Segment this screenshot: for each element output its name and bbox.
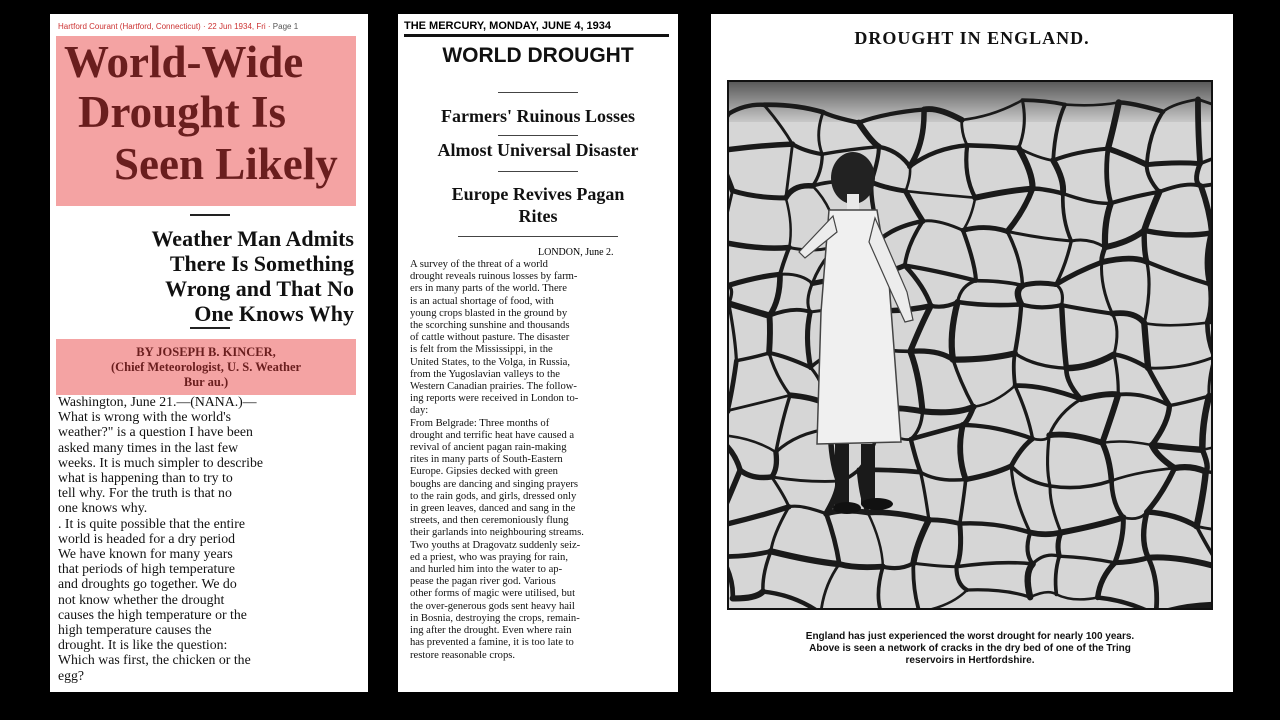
article-title: WORLD DROUGHT	[442, 44, 634, 67]
body-line: revival of ancient pagan rain-making	[410, 442, 567, 454]
body-line: ed a priest, who was praying for rain,	[410, 551, 568, 563]
body-line: Two youths at Dragovatz suddenly seiz-	[410, 539, 581, 551]
body-line: in green leaves, danced and sang in the	[410, 503, 576, 515]
subhead: Almost Universal Disaster	[437, 140, 639, 160]
crack-line	[1014, 353, 1015, 385]
body-line: pease the pagan river god. Various	[410, 576, 556, 588]
masthead	[404, 20, 669, 37]
subhead-line: There Is Something	[169, 251, 354, 276]
body-line: Western Canadian prairies. The follow-	[410, 381, 577, 393]
body-line: A survey of the threat of a world	[410, 259, 548, 270]
subhead-line: Weather Man Admits	[151, 226, 354, 251]
hartford-courant-clipping	[50, 14, 368, 692]
body-line: ers in many parts of the world. There	[410, 283, 567, 295]
subhead: Europe Revives Pagan	[451, 184, 625, 204]
body-line: United States, to the Volga, in Russia,	[410, 356, 570, 368]
headline-line-2: Drought Is	[78, 87, 286, 137]
cracked-reservoir-photo	[727, 80, 1213, 610]
body-line: weather?" is a question I have been	[58, 424, 253, 440]
body-line: to the rain gods, and girls, dressed only	[410, 490, 577, 502]
divider	[190, 327, 230, 329]
photo-title: DROUGHT IN ENGLAND.	[854, 28, 1090, 48]
subheadline	[64, 226, 354, 326]
body-line: and hurled him into the water to ap-	[410, 564, 563, 576]
headline-line-3: Seen Likely	[114, 139, 338, 189]
divider	[190, 214, 230, 216]
body-line: the over-generous gods sent heavy hail	[410, 600, 575, 612]
crack-line	[967, 145, 1018, 148]
body-line: drought reveals ruinous losses by farm-	[410, 271, 578, 283]
body-line: rites in many parts of South-Eastern	[410, 454, 563, 466]
caption-line: Above is seen a network of cracks in the dry bed of one of the Tring	[809, 643, 1131, 654]
body-line: ing reports were received in London to-	[410, 393, 579, 405]
divider	[498, 171, 578, 172]
subhead-line: One Knows Why	[194, 301, 354, 326]
body-line: day:	[410, 405, 429, 417]
headline-highlight	[56, 36, 356, 206]
body-line: has prevented a famine, it is too late to	[410, 637, 574, 649]
body-line: . It is quite possible that the entire	[58, 515, 245, 531]
source-date: 22 Jun 1934, Fri	[207, 22, 266, 31]
byline-name: BY JOSEPH B. KINCER,	[136, 345, 276, 359]
body-line: weeks. It is much simpler to describe	[58, 454, 263, 470]
byline-title: (Chief Meteorologist, U. S. Weather	[110, 360, 302, 374]
body-line: drought. It is like the question:	[58, 637, 228, 653]
divider	[498, 135, 578, 136]
body-line: their garlands into neighbouring streams.	[410, 527, 584, 539]
crack-line	[1144, 323, 1148, 368]
mercury-clipping	[398, 14, 678, 692]
body-line: restore reasonable crops.	[410, 649, 516, 661]
body-line: high temperature causes the	[58, 622, 212, 638]
crack-line	[1030, 533, 1061, 535]
article-body	[410, 259, 665, 662]
body-line: egg?	[58, 667, 85, 683]
crack-line	[1023, 283, 1056, 285]
body-line: that periods of high temperature	[58, 561, 236, 577]
body-line: causes the high temperature or the	[58, 606, 247, 622]
body-line: Europe. Gipsies decked with green	[410, 466, 558, 478]
divider	[458, 236, 618, 237]
divider	[498, 92, 578, 93]
subhead-line: Wrong and That No	[165, 276, 354, 301]
body-line: one knows why.	[58, 500, 148, 516]
body-line: not know whether the drought	[58, 591, 225, 607]
byline-title: Bur au.)	[183, 375, 229, 389]
body-line: Which was first, the chicken or the	[58, 652, 251, 668]
body-line: what is happening than to try to	[58, 470, 233, 486]
body-line: other forms of magic were utilised, but	[410, 588, 576, 600]
source-page: Page 1	[272, 22, 299, 31]
cracked-earth-illustration	[729, 82, 1211, 608]
source-line: Hartford Courant (Hartford, Connecticut) · 22 Jun 1934, Fri · Page 1	[58, 22, 299, 31]
body-line: young crops blasted in the ground by	[410, 307, 568, 319]
crack-line	[839, 564, 883, 567]
body-line: world is headed for a dry period	[58, 530, 236, 546]
crack-line	[1208, 233, 1211, 285]
body-line: drought and terrific heat have caused a	[410, 429, 575, 441]
subhead: Farmers' Ruinous Losses	[440, 106, 635, 126]
body-line: ing after the drought. Even where rain	[410, 625, 572, 637]
caption-line: reservoirs in Hertfordshire.	[905, 655, 1035, 666]
article-body	[58, 394, 358, 683]
body-line: What is wrong with the world's	[58, 409, 232, 425]
body-line: from the Yugoslavian valleys to the	[410, 368, 560, 380]
body-line: of cattle without pasture. The disaster	[410, 332, 570, 344]
crack-line	[1198, 99, 1200, 163]
body-line: is felt from the Mississippi, in the	[410, 344, 553, 356]
body-line: Washington, June 21.—(NANA.)—	[58, 394, 257, 409]
body-line: is an actual shortage of food, with	[410, 295, 554, 307]
body-line: the scorching sunshine and thousands	[410, 320, 570, 332]
caption-line: England has just experienced the worst drought for nearly 100 years.	[805, 631, 1135, 642]
body-line: From Belgrade: Three months of	[410, 417, 550, 429]
body-line: boughs are dancing and singing prayers	[410, 478, 578, 490]
crack-line	[1144, 231, 1147, 262]
byline-highlight	[56, 339, 356, 395]
dateline: LONDON, June 2.	[538, 247, 614, 258]
body-line: asked many times in the last few	[58, 439, 239, 455]
crack-line	[1147, 163, 1200, 165]
body-line: We have known for many years	[58, 546, 233, 562]
crack-line	[1058, 533, 1061, 557]
subhead: Rites	[518, 206, 558, 226]
body-line: in Bosnia, destroying the crops, remain-	[410, 612, 580, 624]
headline-line-1: World-Wide	[64, 37, 304, 87]
source-name: Hartford Courant (Hartford, Connecticut)	[58, 22, 201, 31]
body-line: streets, and then ceremoniously flung	[410, 515, 569, 527]
body-line: and droughts go together. We do	[58, 576, 237, 592]
masthead-text: THE MERCURY, MONDAY, JUNE 4, 1934	[404, 20, 612, 32]
body-line: tell why. For the truth is that no	[58, 485, 232, 501]
crack-line	[769, 316, 770, 353]
photo-caption	[731, 631, 1209, 667]
photo-clipping	[711, 14, 1233, 692]
